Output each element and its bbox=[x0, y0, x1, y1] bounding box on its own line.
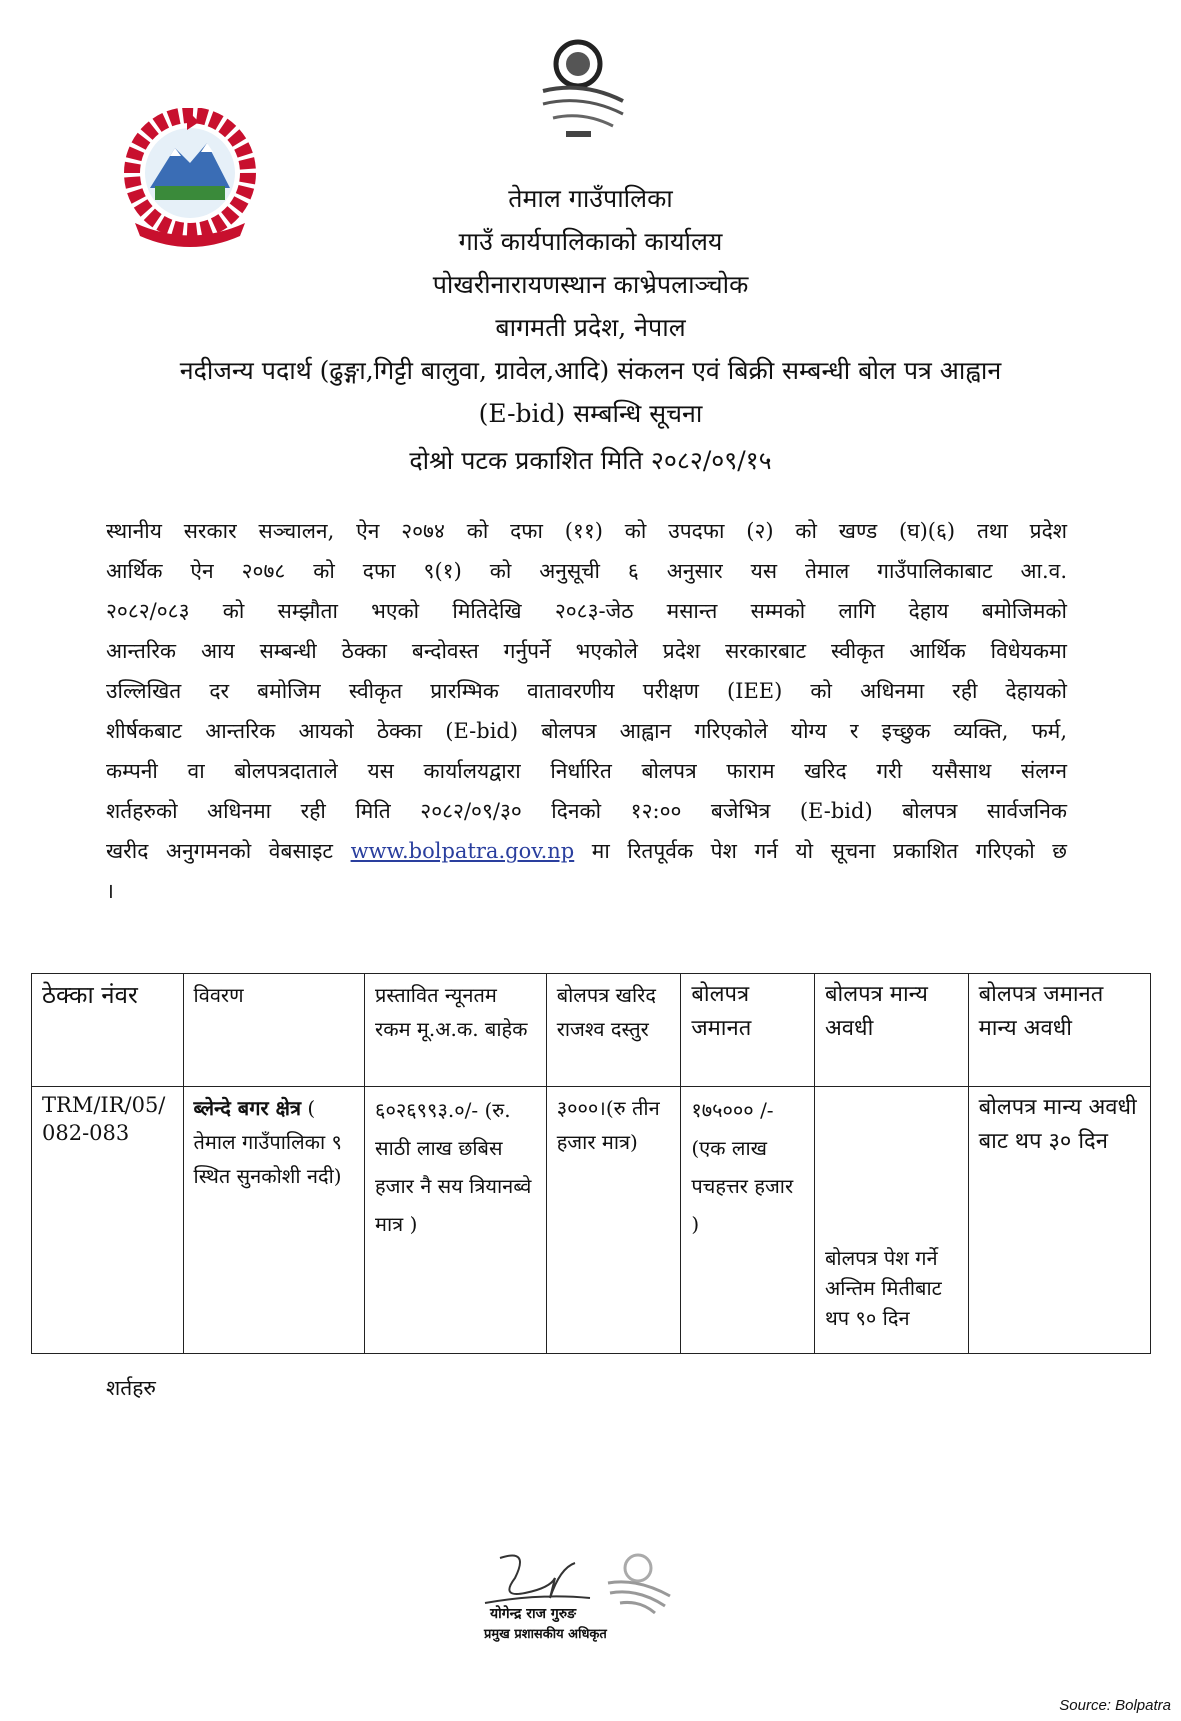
contract-table bbox=[31, 973, 1151, 1354]
body-line: शर्तहरुको अधिनमा रही मिति २०८२/०९/३० दिनको १२:०० बजेभित्र (E-bid) बोलपत्र सार्वजनिक bbox=[106, 799, 1067, 823]
bolpatra-link[interactable]: www.bolpatra.gov.np bbox=[350, 839, 575, 863]
office-location: पोखरीनारायणस्थान काभ्रेपलाञ्चोक bbox=[432, 270, 749, 299]
body-line: आर्थिक ऐन २०७८ को दफा ९(१) को अनुसूची ६ अनुसार यस तेमाल गाउँपालिकाबाट आ.व. bbox=[106, 559, 1067, 583]
cell-validity bbox=[815, 1087, 969, 1354]
notice-subtitle: (E-bid) सम्बन्धि सूचना bbox=[478, 399, 703, 428]
cell-amount: ६०२६९९३.०/- (रु. साठी लाख छबिस हजार नै सय त्रियानब्वे मात्र ) bbox=[365, 1087, 547, 1354]
cell-contract-no bbox=[32, 1087, 184, 1354]
site-detail: ( तेमाल गाउँपालिका ९ स्थित सुनकोशी नदी) bbox=[193, 1096, 342, 1188]
header-description: विवरण bbox=[183, 974, 365, 1087]
office-subtitle: गाउँ कार्यपालिकाको कार्यालय bbox=[458, 227, 723, 256]
publish-date: दोश्रो पटक प्रकाशित मिति २०८२/०९/१५ bbox=[409, 446, 772, 475]
signature-scribble bbox=[480, 1548, 600, 1608]
header-fee: बोलपत्र खरिद राजश्व दस्तुर bbox=[546, 974, 681, 1087]
header-security-validity: बोलपत्र जमानत मान्य अवधी bbox=[968, 974, 1150, 1087]
signature-block bbox=[470, 1548, 680, 1648]
site-name: ब्लेन्दे बगर क्षेत्र bbox=[193, 1096, 301, 1120]
office-province: बागमती प्रदेश, नेपाल bbox=[495, 313, 686, 342]
body-text: खरीद अनुगमनको वेबसाइट bbox=[106, 839, 351, 863]
body-line: उल्लिखित दर बमोजिम स्वीकृत प्रारम्भिक वातावरणीय परीक्षण (IEE) को अधिनमा रही देहायको bbox=[106, 679, 1067, 703]
signature-stamp bbox=[600, 1548, 675, 1623]
body-text: मा रितपूर्वक पेश गर्न यो सूचना प्रकाशित गरिएको छ bbox=[574, 839, 1067, 863]
header-min-amount: प्रस्तावित न्यूनतम रकम मू.अ.क. बाहेक bbox=[365, 974, 547, 1087]
header-contract-no: ठेक्का नंवर bbox=[32, 974, 184, 1087]
signatory-name: योगेन्द्र राज गुरुङ bbox=[490, 1606, 577, 1622]
office-name: तेमाल गाउँपालिका bbox=[508, 184, 673, 213]
body-line: स्थानीय सरकार सञ्चालन, ऐन २०७४ को दफा (११) को उपदफा (२) को खण्ड (घ)(६) तथा प्रदेश bbox=[106, 519, 1067, 543]
body-line: शीर्षकबाट आन्तरिक आयको ठेक्का (E-bid) बोलपत्र आह्वान गरिएकोले योग्य र इच्छुक व्यक्ति, फर्म, bbox=[106, 719, 1067, 743]
table-header-row bbox=[32, 974, 1151, 1087]
conditions-label: शर्तहरु bbox=[106, 1376, 156, 1400]
signatory-title: प्रमुख प्रशासकीय अधिकृत bbox=[484, 1627, 607, 1642]
cell-security-validity: बोलपत्र मान्य अवधी बाट थप ३० दिन bbox=[968, 1087, 1150, 1354]
cell-security: १७५००० /-(एक लाख पचहत्तर हजार ) bbox=[681, 1087, 815, 1354]
body-line bbox=[106, 836, 1067, 866]
source-credit: Source: Bolpatra bbox=[1059, 1697, 1171, 1714]
body-end-mark: । bbox=[106, 879, 114, 903]
notice-title: नदीजन्य पदार्थ (ढुङ्गा,गिट्टी बालुवा, ग्रावेल,आदि) संकलन एवं बिक्री सम्बन्धी बोल पत्र आह्वान bbox=[179, 356, 1002, 385]
table-row bbox=[32, 1087, 1151, 1354]
cell-description bbox=[183, 1087, 365, 1354]
header-validity: बोलपत्र मान्य अवधी bbox=[815, 974, 969, 1087]
header-security: बोलपत्र जमानत bbox=[681, 974, 815, 1087]
body-line: २०८२/०८३ को सम्झौता भएको मितिदेखि २०८३-जेठ मसान्त सम्मको लागि देहाय बमोजिमको bbox=[106, 599, 1067, 623]
contract-no: TRM/IR/05/082-083 bbox=[42, 1093, 166, 1145]
body-line: कम्पनी वा बोलपत्रदाताले यस कार्यालयद्वारा निर्धारित बोलपत्र फाराम खरिद गरी यसैसाथ संलग्न bbox=[106, 759, 1067, 783]
office-stamp bbox=[528, 36, 638, 146]
validity-text: बोलपत्र पेश गर्ने अन्तिम मितीबाट थप ९० दिन bbox=[825, 1246, 942, 1330]
body-line: आन्तरिक आय सम्बन्धी ठेक्का बन्दोवस्त गर्नुपर्ने भएकोले प्रदेश सरकारबाट स्वीकृत आर्थिक विधेयकमा bbox=[106, 639, 1067, 663]
cell-fee: ३०००।(रु तीन हजार मात्र) bbox=[546, 1087, 681, 1354]
